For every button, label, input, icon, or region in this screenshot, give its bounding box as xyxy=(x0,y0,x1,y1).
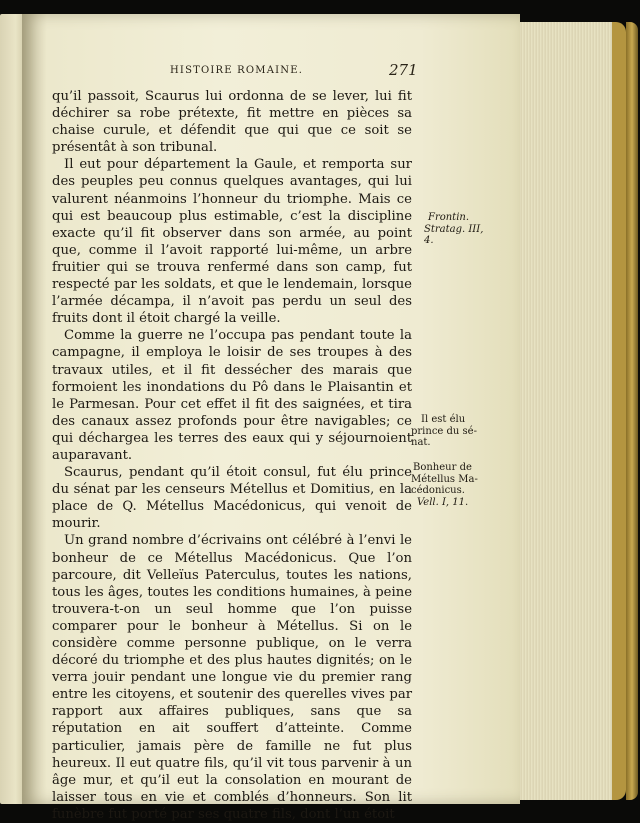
note-line: Il est élu xyxy=(421,414,466,425)
note-line: Métellus Ma- xyxy=(411,473,478,485)
marginal-note-elu xyxy=(411,414,477,449)
note-line: Vell. I, 11. xyxy=(417,496,469,508)
note-line: Bonheur de xyxy=(413,462,472,473)
paragraph: Scaurus, pendant qu’il étoit consul, fut élu prince du sénat par les censeurs Métellus et Domitius, en la place de Q. Métellus Macédonicus, qui venoit de mourir. xyxy=(52,465,412,532)
running-head: HISTOIRE ROMAINE. xyxy=(170,65,304,76)
note-line: Frontin. xyxy=(428,212,470,223)
note-line: cédonicus. xyxy=(411,485,465,496)
note-line: 4. xyxy=(424,235,434,246)
marginal-note-frontin xyxy=(424,212,483,247)
book-page xyxy=(22,14,520,822)
page-header xyxy=(22,61,520,79)
paragraph: Il eut pour département la Gaule, et remporta sur des peuples peu connus quelques avantages, qui lui valurent néanmoins l’honneur du triomphe. Mais ce qui est beaucoup plus estimable, c’est la discipline exacte qu’il fit observer dans son armée, au point que, comme il l’avoit rapporté lui-même, un arbre fruitier qui se trouva renfermé dans son camp, fut respecté par les soldats, et que le lendemain, lorsque l’armée décampa, il n’avoit pas perdu un seul des fruits dont il étoit chargé la veille. xyxy=(52,157,412,327)
body-text xyxy=(52,88,412,823)
page-number: 271 xyxy=(389,61,418,79)
paragraph: Comme la guerre ne l’occupa pas pendant toute la campagne, il employa le loisir de ses troupes à des travaux utiles, et il fit dessécher des marais que formoient les inondations du Pô dans le Plaisantin et le Parmesan. Pour cet effet il fit des saignées, et tira des canaux assez profonds pour être navigables; ce qui déchargea les terres des eaux qui y séjournoient auparavant. xyxy=(52,328,412,463)
marginal-note-bonheur xyxy=(411,462,478,508)
paragraph: qu’il passoit, Scaurus lui ordonna de se lever, lui fit déchirer sa robe prétexte, fit mettre en pièces sa chaise curule, et défendit que qui que ce soit se présentât à son tribunal. xyxy=(52,89,412,156)
note-line: nat. xyxy=(411,437,431,448)
book-page-edges xyxy=(516,22,626,800)
note-line: prince du sé- xyxy=(411,425,477,437)
note-line: Stratag. III, xyxy=(424,223,484,235)
paragraph: Un grand nombre d’écrivains ont célébré à l’envi le bonheur de ce Métellus Macédonicus. Que l’on parcoure, dit Velleïus Paterculus, toutes les nations, tous les âges, toutes les conditions humaines, à peine trouvera-t-on un seul homme que l’on puisse comparer pour le bonheur à Métellus. Si on le considère comme personne publique, on le verra décoré du triomphe et des plus hautes dignités; on le verra jouir pendant une longue vie du premier rang entre les citoyens, et soutenir des querelles vives par rapport aux affaires publiques, sans que sa réputation en ait souffert d’atteinte. Comme particulier, jamais père de famille ne fut plus heureux. Il eut quatre fils, qu’il vit tous parvenir à un âge mur, et qu’il eut la consolation en mourant de laisser tous en vie et comblés d’honneurs. Son lit funèbre fut porté par ses quatre fils, dont l’un étoit xyxy=(52,533,412,822)
